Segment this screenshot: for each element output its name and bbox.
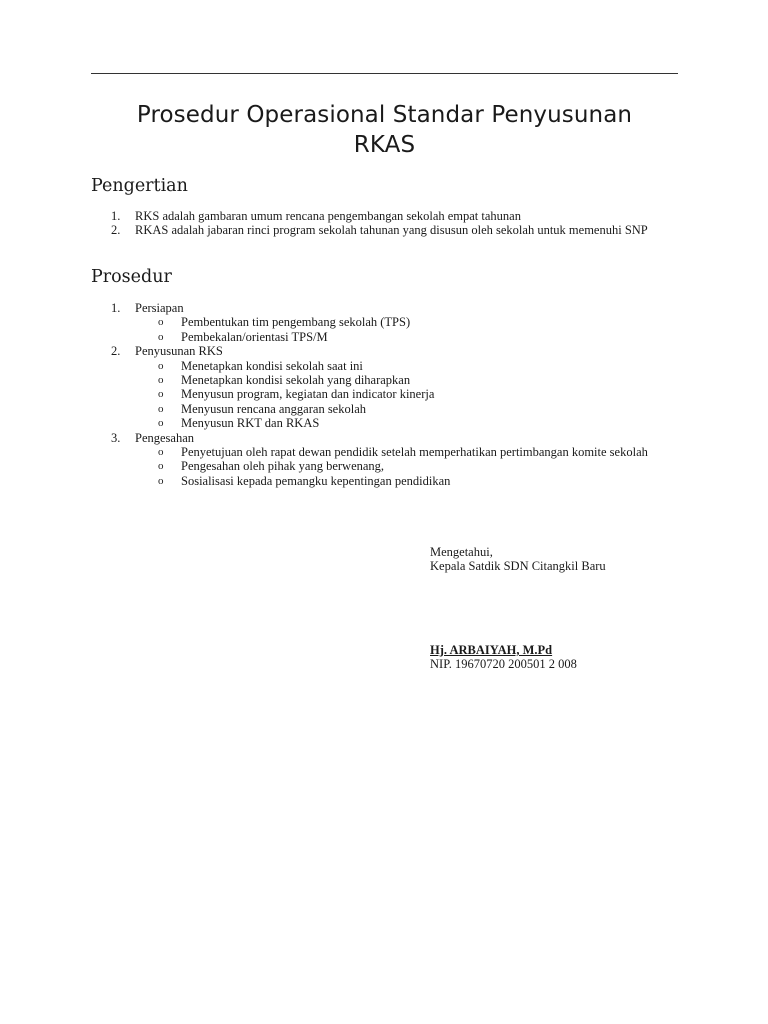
pengertian-item	[111, 223, 671, 237]
pengertian-heading: Pengertian	[91, 176, 188, 196]
acknowledge-text: Mengetahui,	[430, 545, 493, 559]
signatory-block	[430, 643, 690, 672]
sub-item	[111, 387, 671, 401]
bullet-marker: o	[158, 316, 164, 329]
sub-item-text: Menetapkan kondisi sekolah yang diharapkan	[181, 373, 411, 388]
prosedur-step-penyusunan	[111, 344, 671, 430]
header-rule	[91, 73, 678, 74]
bullet-marker: o	[158, 374, 164, 387]
sub-item	[111, 445, 671, 459]
sub-list	[111, 315, 671, 344]
prosedur-list	[111, 301, 671, 488]
prosedur-step-pengesahan	[111, 431, 671, 489]
bullet-marker: o	[158, 359, 164, 372]
item-text: RKS adalah gambaran umum rencana pengembangan sekolah empat tahunan	[135, 209, 521, 223]
bullet-marker: o	[158, 460, 164, 473]
bullet-marker: o	[158, 388, 164, 401]
step-number: 3.	[111, 430, 121, 445]
sub-item	[111, 315, 671, 329]
step-text: Penyusunan RKS	[135, 344, 223, 359]
signature-acknowledgement	[430, 545, 690, 574]
bullet-marker: o	[158, 402, 164, 415]
sub-item	[111, 402, 671, 416]
step-text: Pengesahan	[135, 430, 195, 445]
step-number: 2.	[111, 344, 121, 359]
signatory-name: Hj. ARBAIYAH, M.Pd	[430, 643, 553, 657]
bullet-marker: o	[158, 417, 164, 430]
bullet-marker: o	[158, 330, 164, 343]
sub-item-text: Pengesahan oleh pihak yang berwenang,	[181, 459, 385, 474]
title-line-2: RKAS	[353, 132, 416, 158]
sub-item	[111, 330, 671, 344]
pengertian-list	[111, 209, 671, 238]
sub-list	[111, 445, 671, 488]
sub-item	[111, 416, 671, 430]
sub-item	[111, 359, 671, 373]
bullet-marker: o	[158, 446, 164, 459]
sub-item-text: Menyusun RKT dan RKAS	[181, 416, 320, 431]
title-line-1: Prosedur Operasional Standar Penyusunan	[136, 102, 633, 128]
signatory-position: Kepala Satdik SDN Citangkil Baru	[430, 559, 606, 574]
page-title	[91, 100, 678, 160]
sub-item	[111, 459, 671, 473]
item-number: 2.	[111, 223, 121, 238]
sub-item-text: Penyetujuan oleh rapat dewan pendidik setelah memperhatikan pertimbangan komite sekolah	[181, 445, 648, 460]
item-number: 1.	[111, 209, 121, 223]
prosedur-step-persiapan	[111, 301, 671, 344]
item-text: RKAS adalah jabaran rinci program sekolah tahunan yang disusun oleh sekolah untuk memenuhi SNP	[135, 223, 648, 238]
prosedur-heading: Prosedur	[91, 267, 172, 287]
sub-item	[111, 474, 671, 488]
sub-list	[111, 359, 671, 431]
sub-item-text: Menyusun program, kegiatan dan indicator kinerja	[181, 387, 435, 402]
sub-item-text: Menetapkan kondisi sekolah saat ini	[181, 358, 363, 373]
step-number: 1.	[111, 301, 121, 315]
bullet-marker: o	[158, 474, 164, 487]
sub-item-text: Sosialisasi kepada pemangku kepentingan pendidikan	[181, 473, 451, 488]
sub-item-text: Pembekalan/orientasi TPS/M	[181, 329, 328, 344]
sub-item	[111, 373, 671, 387]
step-text: Persiapan	[135, 301, 184, 315]
pengertian-item	[111, 209, 671, 223]
signatory-nip: NIP. 19670720 200501 2 008	[430, 657, 577, 672]
sub-item-text: Pembentukan tim pengembang sekolah (TPS)	[181, 315, 411, 330]
sub-item-text: Menyusun rencana anggaran sekolah	[181, 401, 366, 416]
